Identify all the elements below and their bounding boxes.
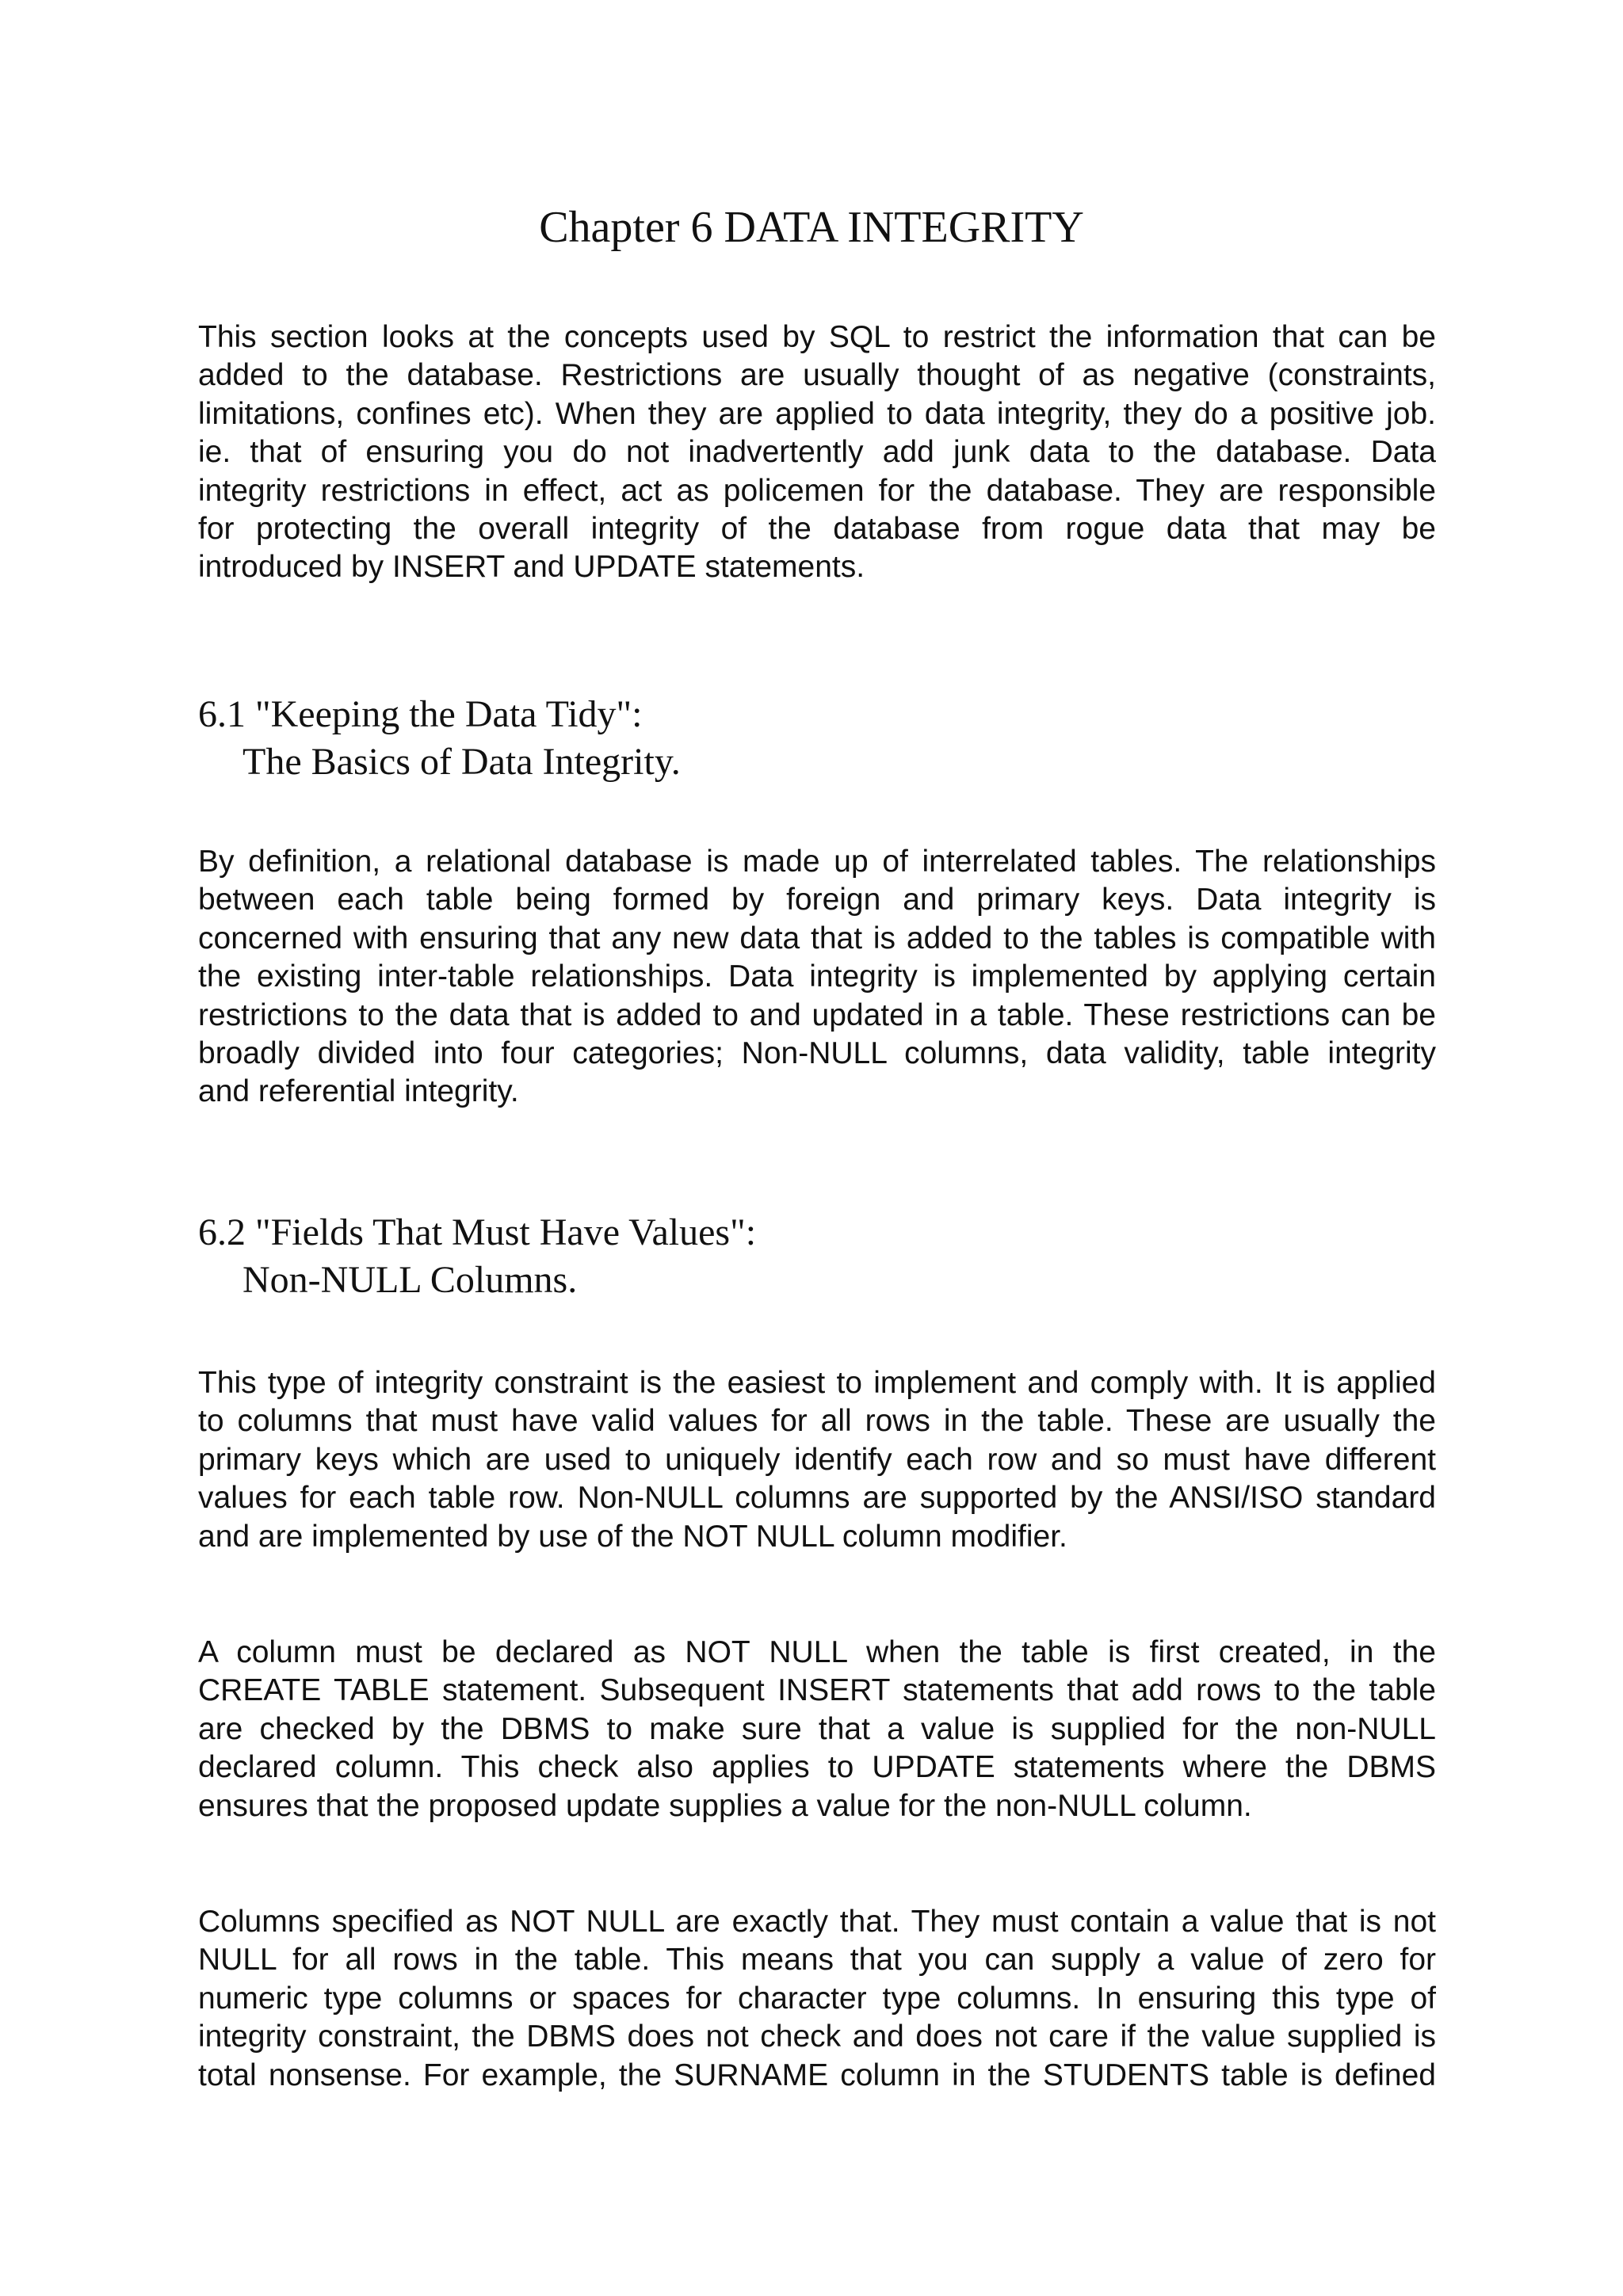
section-6-2-paragraph-1 — [198, 1364, 1436, 1556]
text-line: primary keys which are used to uniquely identify each row and so must have different — [198, 1442, 1436, 1477]
text-line: Columns specified as NOT NULL are exactly that. They must contain a value that is not — [198, 1905, 1436, 1939]
text-line: and are implemented by use of the NOT NULL column modifier. — [198, 1519, 1067, 1554]
text-line: integrity constraint, the DBMS does not check and does not care if the value supplied is — [198, 2019, 1436, 2054]
section-heading-subtitle: The Basics of Data Integrity. — [242, 741, 681, 783]
text-line: declared column. This check also applies to UPDATE statements where the DBMS — [198, 1750, 1436, 1785]
text-line: By definition, a relational database is made up of interrelated tables. The relationships — [198, 845, 1436, 879]
text-line: are checked by the DBMS to make sure that a value is supplied for the non-NULL — [198, 1711, 1436, 1746]
section-heading-title: 6.1 "Keeping the Data Tidy": — [198, 693, 643, 735]
text-line: ensures that the proposed update supplies a value for the non-NULL column. — [198, 1788, 1252, 1823]
section-heading-6-1 — [198, 691, 1436, 786]
text-line: introduced by INSERT and UPDATE statements. — [198, 550, 865, 585]
text-line: and referential integrity. — [198, 1074, 519, 1109]
text-line: A column must be declared as NOT NULL when the table is first created, in the — [198, 1635, 1436, 1669]
text-line: the existing inter-table relationships. Data integrity is implemented by applying certain — [198, 959, 1436, 994]
section-6-1-paragraph — [198, 843, 1436, 1112]
section-6-2-paragraph-3 — [198, 1903, 1436, 2095]
section-heading-6-2 — [198, 1209, 1436, 1304]
text-line: between each table being formed by foreign and primary keys. Data integrity is — [198, 883, 1436, 917]
text-line: integrity restrictions in effect, act as policemen for the database. They are responsible — [198, 473, 1436, 508]
intro-paragraph — [198, 318, 1436, 587]
text-line: restrictions to the data that is added to and updated in a table. These restrictions can be — [198, 997, 1436, 1032]
text-line: This type of integrity constraint is the easiest to implement and comply with. It is applied — [198, 1366, 1436, 1400]
text-line: added to the database. Restrictions are usually thought of as negative (constraints, — [198, 358, 1436, 393]
text-line: This section looks at the concepts used by SQL to restrict the information that can be — [198, 320, 1436, 354]
text-line: numeric type columns or spaces for character type columns. In ensuring this type of — [198, 1981, 1436, 2016]
text-line: broadly divided into four categories; Non-NULL columns, data validity, table integrity — [198, 1035, 1436, 1070]
text-line: ie. that of ensuring you do not inadvertently add junk data to the database. Data — [198, 435, 1436, 470]
text-line: for protecting the overall integrity of the database from rogue data that may be — [198, 511, 1436, 546]
section-6-2-paragraph-2 — [198, 1634, 1436, 1825]
text-line: values for each table row. Non-NULL columns are supported by the ANSI/ISO standard — [198, 1481, 1436, 1516]
text-line: limitations, confines etc). When they are applied to data integrity, they do a positive job. — [198, 396, 1436, 431]
text-line: CREATE TABLE statement. Subsequent INSERT statements that add rows to the table — [198, 1673, 1436, 1708]
text-line: NULL for all rows in the table. This means that you can supply a value of zero for — [198, 1943, 1436, 1978]
text-line: concerned with ensuring that any new data that is added to the tables is compatible with — [198, 921, 1436, 955]
section-heading-subtitle: Non-NULL Columns. — [242, 1259, 578, 1301]
section-heading-title: 6.2 "Fields That Must Have Values": — [198, 1211, 757, 1253]
text-line: total nonsense. For example, the SURNAME column in the STUDENTS table is defined — [198, 2058, 1436, 2092]
chapter-title: Chapter 6 DATA INTEGRITY — [539, 203, 1084, 252]
text-line: to columns that must have valid values for all rows in the table. These are usually the — [198, 1404, 1436, 1439]
